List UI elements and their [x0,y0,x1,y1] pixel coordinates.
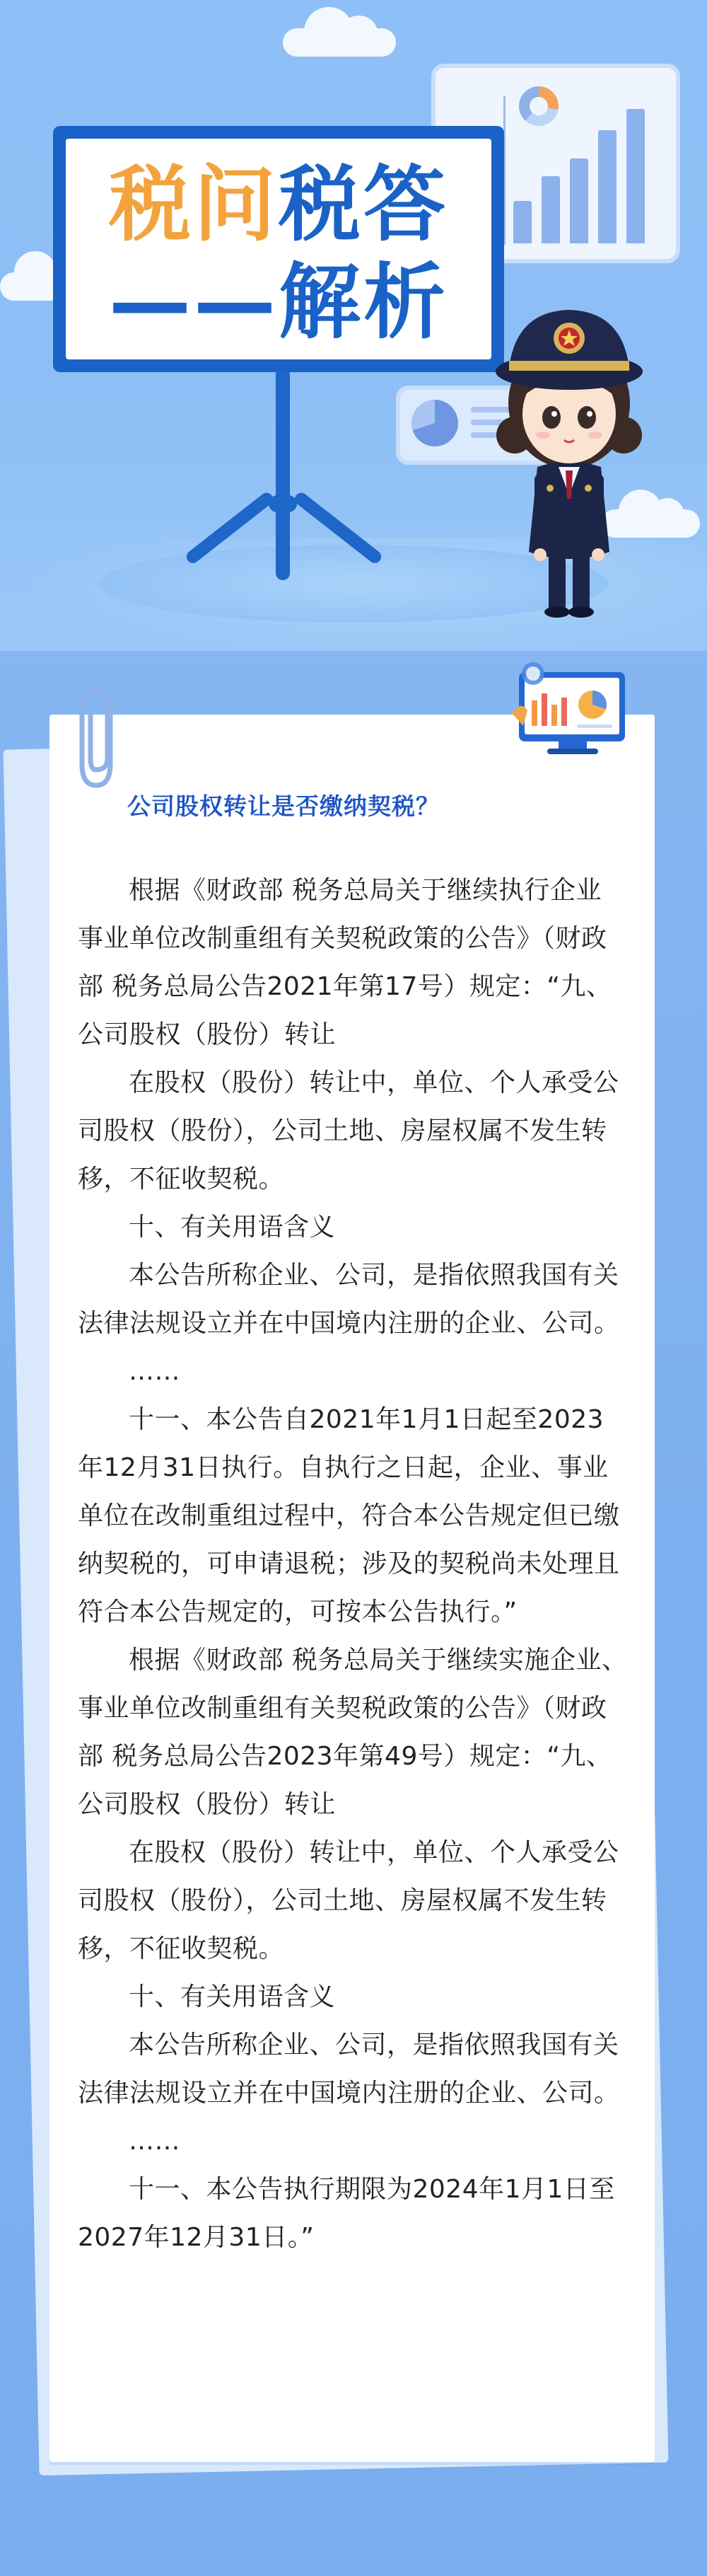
bar [598,130,617,243]
paragraph: …… [129,1357,180,1386]
paragraph: 在股权（股份）转让中，单位、个人承受公司股权（股份），公司土地、房屋权属不发生转移，不征收契税。 [78,1068,619,1194]
title-board-surface [66,139,491,359]
paragraph: 十一、本公告自2021年1月1日起至2023年12月31日执行。自执行之日起，企业、事业单位在改制重组过程中，符合本公告规定但已缴纳契税的，可申请退税；涉及的契税尚未处理且符合本公告规定的，可按本公告执行。” [78,1405,620,1627]
paragraph: 十、有关用语含义 [129,1213,336,1242]
paragraph: 十一、本公告执行期限为2024年1月1日至2027年12月31日。” [78,2175,615,2252]
bar [570,158,588,243]
bar [542,176,560,243]
bar [626,109,645,243]
paragraph: 十、有关用语含义 [129,1982,336,2011]
bar [513,201,532,243]
pie-graphic [411,400,458,446]
tax-officer-illustration [488,255,650,623]
paragraph: …… [129,2127,180,2156]
easel-stand [276,368,290,580]
header-banner [0,0,707,651]
title-line-1 [66,157,491,253]
paperclip-icon [74,679,130,807]
title-board [53,126,504,372]
title-line-2: ——解析 [109,255,448,350]
article-body [78,867,629,2262]
paragraph: 在股权（股份）转让中，单位、个人承受公司股权（股份），公司土地、房屋权属不发生转移，不征收契税。 [78,1838,619,1963]
question-heading: 公司股权转让是否缴纳契税？ [127,792,440,820]
easel-joint [269,495,297,512]
title-part-2: 税答 [279,157,448,253]
paragraph: 本公告所称企业、公司，是指依照我国有关法律法规设立并在中国境内注册的企业、公司。 [78,2031,620,2108]
title-part-1: 税问 [109,157,279,253]
monitor-chart-icon [509,658,636,757]
paragraph: 根据《财政部 税务总局关于继续执行企业 事业单位改制重组有关契税政策的公告》（财政部 税务总局公告2021年第17号）规定：“九、公司股权（股份）转让 [78,876,612,1049]
bars [513,109,645,243]
paragraph: 本公告所称企业、公司，是指依照我国有关法律法规设立并在中国境内注册的企业、公司。 [78,1261,620,1338]
paragraph: 根据《财政部 税务总局关于继续实施企业、事业单位改制重组有关契税政策的公告》（财政部 税务总局公告2023年第49号）规定：“九、公司股权（股份）转让 [78,1646,628,1819]
cloud-decoration [283,28,396,57]
